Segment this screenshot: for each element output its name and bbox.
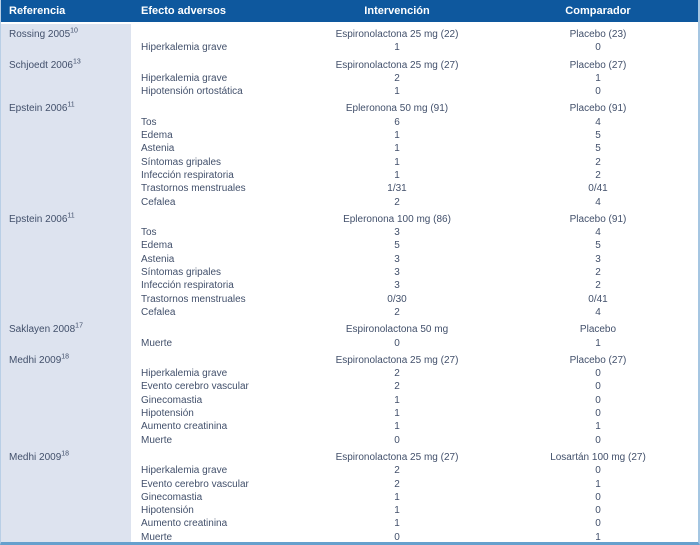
intervention-value-cell: 1 [394, 143, 400, 155]
study-block [1, 209, 698, 319]
intervention-value-cell: 1/31 [387, 183, 407, 195]
reference-citation-superscript: 18 [61, 450, 70, 458]
effect-cell: Trastornos menstruales [141, 293, 246, 305]
adverse-effect-row [1, 266, 698, 279]
reference-cell-empty [1, 407, 131, 420]
adverse-effect-row [1, 156, 698, 169]
effect-cell: Astenia [141, 253, 175, 265]
comparator-value-cell: 0 [595, 42, 601, 54]
intervention-value-cell: 1 [394, 491, 400, 503]
adverse-effect-row [1, 337, 698, 350]
intervention-value-cell: 2 [394, 306, 400, 318]
adverse-effect-row [1, 226, 698, 239]
comparator-value-cell: 2 [595, 267, 601, 279]
reference-cell-empty [1, 367, 131, 380]
intervention-value-cell: 0/30 [387, 293, 407, 305]
intervention-group-label: Espironolactona 50 mg [345, 324, 449, 336]
effect-cell: Infección respiratoria [141, 169, 234, 181]
comparator-value-cell: 0 [595, 505, 601, 517]
reference-cell-empty [1, 41, 131, 54]
reference-cell-empty [1, 478, 131, 491]
effect-cell-empty [131, 55, 296, 72]
adverse-effect-row [1, 517, 698, 530]
reference-label: Epstein 2006 [9, 213, 68, 225]
intervention-group-label: Espironolactona 25 mg (27) [335, 354, 459, 366]
reference-cell-empty [1, 116, 131, 129]
reference-cell-empty [1, 531, 131, 544]
comparator-group-label: Placebo (27) [569, 354, 627, 366]
adverse-effect-row [1, 306, 698, 319]
study-block [1, 24, 698, 55]
reference-cell [1, 209, 131, 226]
comparator-value-cell: 5 [595, 130, 601, 142]
effect-cell: Hiperkalemia grave [141, 368, 228, 380]
reference-cell [1, 24, 131, 41]
effect-cell: Muerte [141, 531, 173, 543]
intervention-value-cell: 1 [394, 394, 400, 406]
reference-citation-superscript: 11 [67, 102, 75, 110]
effect-cell: Hiperkalemia grave [141, 72, 228, 84]
adverse-effect-row [1, 41, 698, 54]
adverse-effect-row [1, 129, 698, 142]
effect-cell: Muerte [141, 434, 173, 446]
adverse-effect-row [1, 407, 698, 420]
adverse-effect-row [1, 531, 698, 544]
adverse-effect-row [1, 279, 698, 292]
reference-label: Medhi 2009 [9, 451, 62, 463]
comparator-value-cell: 4 [595, 227, 601, 239]
reference-label: Medhi 2009 [9, 354, 62, 366]
intervention-group-label: Espironolactona 25 mg (22) [335, 29, 459, 40]
effect-cell-empty [131, 447, 296, 464]
study-block [1, 350, 698, 447]
study-reference-row [1, 98, 698, 115]
comparator-value-cell: 1 [595, 337, 601, 349]
adverse-effect-row [1, 196, 698, 209]
intervention-value-cell: 5 [394, 240, 400, 252]
effect-cell: Edema [141, 240, 173, 252]
table-body [1, 24, 698, 544]
table-header-row [1, 0, 698, 24]
effect-cell-empty [131, 319, 296, 336]
study-reference-row [1, 350, 698, 367]
adverse-effect-row [1, 380, 698, 393]
effect-cell: Hipotensión ortostática [141, 86, 243, 98]
adverse-effect-row [1, 239, 698, 252]
comparator-value-cell: 5 [595, 143, 601, 155]
comparator-value-cell: 2 [595, 280, 601, 292]
intervention-value-cell: 1 [394, 86, 400, 98]
intervention-value-cell: 0 [394, 434, 400, 446]
comparator-value-cell: 4 [595, 116, 601, 128]
effect-cell-empty [131, 98, 296, 115]
reference-cell-empty [1, 226, 131, 239]
effect-cell: Muerte [141, 337, 173, 349]
effect-cell: Síntomas gripales [141, 156, 222, 168]
reference-cell-empty [1, 253, 131, 266]
adverse-effect-row [1, 394, 698, 407]
comparator-value-cell: 1 [595, 478, 601, 490]
comparator-group-label: Placebo [579, 324, 617, 336]
adverse-effect-row [1, 169, 698, 182]
adverse-effect-row [1, 420, 698, 433]
reference-cell-empty [1, 380, 131, 393]
intervention-group-label: Espironolactona 25 mg (27) [335, 451, 459, 463]
effect-cell: Edema [141, 130, 173, 142]
effect-cell: Cefalea [141, 306, 176, 318]
intervention-group-label: Epleronona 50 mg (91) [345, 103, 449, 115]
study-reference-row [1, 24, 698, 41]
effect-cell: Evento cerebro vascular [141, 381, 249, 393]
reference-cell [1, 350, 131, 367]
adverse-effect-row [1, 478, 698, 491]
intervention-group-label: Epleronona 100 mg (86) [343, 213, 451, 225]
reference-cell-empty [1, 434, 131, 447]
effect-cell: Cefalea [141, 196, 176, 208]
study-reference-row [1, 209, 698, 226]
adverse-effect-row [1, 182, 698, 195]
reference-cell-empty [1, 504, 131, 517]
reference-citation-superscript: 10 [70, 27, 78, 35]
reference-cell-empty [1, 239, 131, 252]
study-reference-row [1, 319, 698, 336]
comparator-value-cell: 0 [595, 434, 601, 446]
reference-cell-empty [1, 420, 131, 433]
effect-cell: Evento cerebro vascular [141, 478, 249, 490]
reference-cell-empty [1, 517, 131, 530]
reference-cell [1, 447, 131, 464]
comparator-value-cell: 3 [595, 253, 601, 265]
column-header-efecto-adversos: Efecto adversos [141, 5, 226, 17]
study-block [1, 319, 698, 350]
intervention-value-cell: 2 [394, 465, 400, 477]
effect-cell: Ginecomastia [141, 491, 203, 503]
reference-cell-empty [1, 169, 131, 182]
intervention-value-cell: 1 [394, 156, 400, 168]
column-header-intervencion: Intervención [364, 5, 430, 17]
comparator-value-cell: 5 [595, 240, 601, 252]
reference-cell-empty [1, 306, 131, 319]
intervention-value-cell: 1 [394, 169, 400, 181]
effect-cell: Trastornos menstruales [141, 183, 246, 195]
reference-cell-empty [1, 491, 131, 504]
reference-cell-empty [1, 129, 131, 142]
reference-label: Saklayen 2008 [9, 324, 76, 336]
adverse-effect-row [1, 142, 698, 155]
intervention-value-cell: 1 [394, 130, 400, 142]
comparator-value-cell: 0/41 [588, 293, 608, 305]
comparator-value-cell: 1 [595, 531, 601, 543]
intervention-value-cell: 0 [394, 531, 400, 543]
reference-cell-empty [1, 182, 131, 195]
effect-cell: Astenia [141, 143, 175, 155]
comparator-group-label: Placebo (91) [569, 213, 627, 225]
comparator-group-label: Placebo (23) [569, 29, 627, 40]
effect-cell-empty [131, 350, 296, 367]
effect-cell: Aumento creatinina [141, 421, 228, 433]
comparator-value-cell: 0/41 [588, 183, 608, 195]
adverse-effect-row [1, 367, 698, 380]
reference-cell-empty [1, 293, 131, 306]
intervention-value-cell: 1 [394, 421, 400, 433]
comparator-value-cell: 2 [595, 169, 601, 181]
adverse-effect-row [1, 85, 698, 98]
intervention-group-label: Espironolactona 25 mg (27) [335, 59, 459, 71]
comparator-value-cell: 0 [595, 381, 601, 393]
intervention-value-cell: 2 [394, 72, 400, 84]
comparator-value-cell: 1 [595, 421, 601, 433]
adverse-effect-row [1, 116, 698, 129]
effect-cell: Hipotensión [141, 505, 194, 517]
effect-cell: Hipotensión [141, 408, 194, 420]
effect-cell-empty [131, 24, 296, 41]
effect-cell-empty [131, 209, 296, 226]
reference-cell-empty [1, 337, 131, 350]
intervention-value-cell: 3 [394, 227, 400, 239]
study-reference-row [1, 447, 698, 464]
comparator-group-label: Losartán 100 mg (27) [550, 451, 646, 463]
adverse-effect-row [1, 434, 698, 447]
effect-cell: Tos [141, 116, 157, 128]
study-block [1, 447, 698, 544]
intervention-value-cell: 3 [394, 267, 400, 279]
reference-cell-empty [1, 72, 131, 85]
reference-cell-empty [1, 196, 131, 209]
intervention-value-cell: 6 [394, 116, 400, 128]
intervention-value-cell: 2 [394, 368, 400, 380]
reference-citation-superscript: 17 [75, 322, 83, 330]
reference-cell-empty [1, 266, 131, 279]
study-block [1, 98, 698, 208]
comparator-value-cell: 0 [595, 86, 601, 98]
study-reference-row [1, 55, 698, 72]
comparator-value-cell: 0 [595, 465, 601, 477]
reference-cell [1, 319, 131, 336]
reference-citation-superscript: 18 [61, 353, 70, 361]
comparator-value-cell: 0 [595, 518, 601, 530]
intervention-value-cell: 1 [394, 42, 400, 54]
comparator-value-cell: 4 [595, 306, 601, 318]
reference-citation-superscript: 11 [67, 212, 75, 220]
adverse-effect-row [1, 491, 698, 504]
intervention-value-cell: 2 [394, 381, 400, 393]
reference-cell [1, 55, 131, 72]
effect-cell: Síntomas gripales [141, 267, 222, 279]
reference-cell-empty [1, 85, 131, 98]
effect-cell: Tos [141, 227, 157, 239]
reference-cell [1, 98, 131, 115]
reference-cell-empty [1, 156, 131, 169]
reference-cell-empty [1, 464, 131, 477]
adverse-effect-row [1, 253, 698, 266]
effect-cell: Infección respiratoria [141, 280, 234, 292]
reference-cell-empty [1, 142, 131, 155]
adverse-effect-row [1, 293, 698, 306]
column-header-comparador: Comparador [565, 5, 631, 17]
intervention-value-cell: 0 [394, 337, 400, 349]
comparator-value-cell: 4 [595, 196, 601, 208]
reference-label: Schjoedt 2006 [9, 59, 73, 71]
adverse-effect-row [1, 464, 698, 477]
adverse-effect-row [1, 72, 698, 85]
reference-cell-empty [1, 394, 131, 407]
intervention-value-cell: 1 [394, 505, 400, 517]
reference-label: Epstein 2006 [9, 103, 68, 115]
study-block [1, 55, 698, 99]
column-header-referencia: Referencia [9, 5, 66, 17]
intervention-value-cell: 3 [394, 280, 400, 292]
comparator-value-cell: 2 [595, 156, 601, 168]
effect-cell: Ginecomastia [141, 394, 203, 406]
comparator-group-label: Placebo (91) [569, 103, 627, 115]
intervention-value-cell: 2 [394, 478, 400, 490]
reference-citation-superscript: 13 [72, 58, 81, 66]
effect-cell: Hiperkalemia grave [141, 42, 228, 54]
comparator-value-cell: 0 [595, 408, 601, 420]
comparator-value-cell: 0 [595, 368, 601, 380]
reference-label: Rossing 2005 [9, 29, 71, 40]
comparator-group-label: Placebo (27) [569, 59, 627, 71]
intervention-value-cell: 1 [394, 408, 400, 420]
reference-cell-empty [1, 279, 131, 292]
effect-cell: Hiperkalemia grave [141, 465, 228, 477]
intervention-value-cell: 3 [394, 253, 400, 265]
intervention-value-cell: 2 [394, 196, 400, 208]
comparator-value-cell: 0 [595, 394, 601, 406]
intervention-value-cell: 1 [394, 518, 400, 530]
comparator-value-cell: 0 [595, 491, 601, 503]
adverse-effect-row [1, 504, 698, 517]
comparator-value-cell: 1 [595, 72, 601, 84]
effect-cell: Aumento creatinina [141, 518, 228, 530]
